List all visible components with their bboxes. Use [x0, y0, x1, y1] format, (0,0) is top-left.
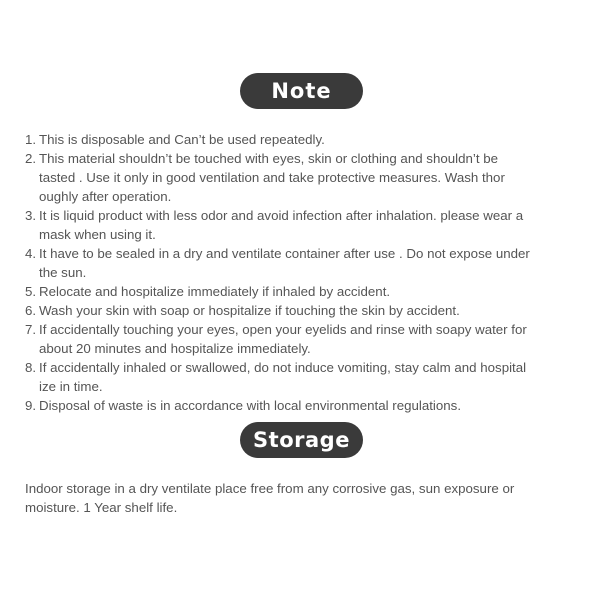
note-item-number: 5. — [25, 284, 37, 299]
storage-description: Indoor storage in a dry ventilate place free from any corrosive gas, sun exposure or moisture. 1 Year shelf life. — [25, 481, 515, 515]
note-item-text: It have to be sealed in a dry and ventilate container after use . Do not expose under the sun. — [39, 246, 530, 280]
note-item — [25, 130, 585, 149]
note-item — [25, 396, 585, 415]
note-item-number: 3. — [25, 208, 37, 223]
note-item — [25, 282, 585, 301]
note-item-number: 4. — [25, 246, 37, 261]
note-item — [25, 301, 585, 320]
note-item-number: 2. — [25, 151, 37, 166]
note-item-number: 6. — [25, 303, 37, 318]
storage-heading — [240, 422, 363, 458]
note-item-number: 7. — [25, 322, 37, 337]
note-item-text: If accidentally inhaled or swallowed, do not induce vomiting, stay calm and hospital ize in time. — [39, 360, 527, 394]
note-item — [25, 320, 585, 358]
note-item — [25, 244, 585, 282]
note-heading-label: Note — [271, 79, 332, 103]
note-item-text: Relocate and hospitalize immediately if inhaled by accident. — [39, 284, 391, 299]
storage-heading-label: Storage — [253, 428, 350, 452]
note-item-text: This is disposable and Can’t be used repeatedly. — [39, 132, 325, 147]
note-item-text: Wash your skin with soap or hospitalize if touching the skin by accident. — [39, 303, 460, 318]
note-item-number: 8. — [25, 360, 37, 375]
note-list — [25, 130, 585, 415]
note-item-text: It is liquid product with less odor and avoid infection after inhalation. please wear a mask when using it. — [39, 208, 524, 242]
note-item-number: 1. — [25, 132, 37, 147]
note-item — [25, 149, 585, 206]
note-item-text: This material shouldn’t be touched with eyes, skin or clothing and shouldn’t be tasted . Use it only in good ventilation and take protective measures. Wash thor oughly after operation. — [39, 151, 505, 204]
note-item-text: Disposal of waste is in accordance with local environmental regulations. — [39, 398, 462, 413]
note-heading — [240, 73, 363, 109]
note-item — [25, 206, 585, 244]
note-item-number: 9. — [25, 398, 37, 413]
note-item — [25, 358, 585, 396]
note-item-text: If accidentally touching your eyes, open your eyelids and rinse with soapy water for about 20 minutes and hospitalize immediately. — [39, 322, 527, 356]
